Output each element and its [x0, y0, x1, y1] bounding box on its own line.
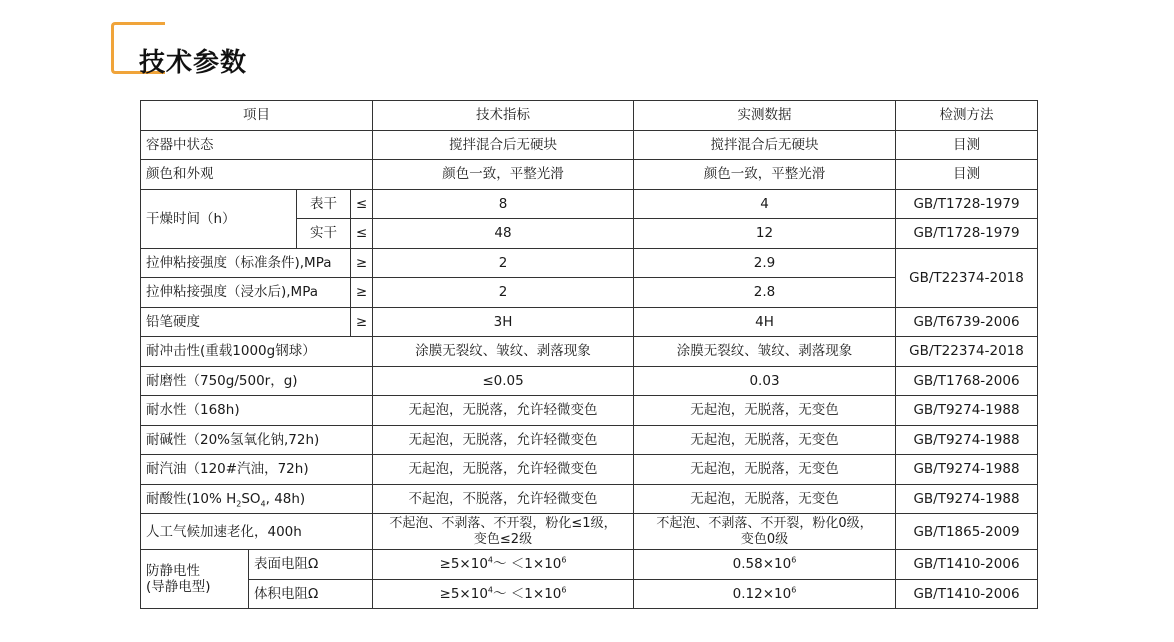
acid-item-text: 耐酸性(10% H — [146, 490, 237, 507]
aging-spec-line2: 变色≤2级 — [473, 531, 533, 547]
row-measured: 12 — [634, 219, 896, 249]
table-row — [141, 550, 1038, 580]
row-measured: 无起泡，无脱落，无变色 — [634, 396, 896, 426]
antistatic-line2: (导静电型) — [146, 579, 211, 595]
row-method: GB/T6739-2006 — [896, 307, 1038, 337]
row-spec: 不起泡，不脱落，允许轻微变色 — [373, 484, 634, 514]
row-subitem: 体积电阻Ω — [249, 579, 373, 609]
header-measured: 实测数据 — [634, 101, 896, 131]
row-method: GB/T9274-1988 — [896, 484, 1038, 514]
row-subitem: 实干 — [297, 219, 351, 249]
row-subitem: 表面电阻Ω — [249, 550, 373, 580]
row-measured — [634, 579, 896, 609]
table-row — [141, 337, 1038, 367]
measured-text: 0.58×10 — [732, 556, 792, 573]
row-spec: 2 — [373, 278, 634, 308]
row-item: 干燥时间（h） — [141, 189, 297, 248]
row-spec — [373, 514, 634, 550]
row-spec — [373, 579, 634, 609]
row-spec: 无起泡，无脱落，允许轻微变色 — [373, 396, 634, 426]
table-row — [141, 307, 1038, 337]
header-spec: 技术指标 — [373, 101, 634, 131]
row-item: 容器中状态 — [141, 130, 373, 160]
row-measured: 0.03 — [634, 366, 896, 396]
row-operator: ≤ — [351, 219, 373, 249]
acid-sub-1: 2 — [236, 499, 242, 509]
row-method: GB/T9274-1988 — [896, 396, 1038, 426]
row-method: GB/T1865-2009 — [896, 514, 1038, 550]
row-item: 耐汽油（120#汽油，72h) — [141, 455, 373, 485]
row-item — [141, 484, 373, 514]
row-item: 颜色和外观 — [141, 160, 373, 190]
acid-item-mid: SO — [241, 490, 261, 507]
row-measured — [634, 550, 896, 580]
spec-exponent: 6 — [561, 555, 567, 565]
header-item: 项目 — [141, 101, 373, 131]
row-method: GB/T9274-1988 — [896, 425, 1038, 455]
row-method: 目测 — [896, 160, 1038, 190]
row-method: GB/T1728-1979 — [896, 219, 1038, 249]
row-spec — [373, 550, 634, 580]
table-row — [141, 189, 1038, 219]
spec-text: ≥5×10 — [439, 585, 488, 602]
row-measured: 搅拌混合后无硬块 — [634, 130, 896, 160]
row-spec: ≤0.05 — [373, 366, 634, 396]
row-measured: 2.9 — [634, 248, 896, 278]
row-method: GB/T1410-2006 — [896, 550, 1038, 580]
row-method: 目测 — [896, 130, 1038, 160]
antistatic-line1: 防静电性 — [146, 563, 200, 579]
table-row — [141, 425, 1038, 455]
spec-text: ～ ＜1×10 — [493, 585, 562, 602]
row-method: GB/T1728-1979 — [896, 189, 1038, 219]
table-row — [141, 366, 1038, 396]
row-measured: 无起泡，无脱落，无变色 — [634, 425, 896, 455]
row-operator: ≥ — [351, 307, 373, 337]
row-method: GB/T9274-1988 — [896, 455, 1038, 485]
row-spec: 无起泡，无脱落，允许轻微变色 — [373, 425, 634, 455]
measured-exponent: 6 — [791, 585, 797, 595]
acid-sub-2: 4 — [260, 499, 266, 509]
table-row — [141, 455, 1038, 485]
row-spec: 3H — [373, 307, 634, 337]
aging-measured-line1: 不起泡、不剥落、不开裂，粉化0级， — [656, 515, 873, 531]
row-spec: 2 — [373, 248, 634, 278]
row-operator: ≥ — [351, 278, 373, 308]
table-row — [141, 396, 1038, 426]
row-item: 铅笔硬度 — [141, 307, 351, 337]
row-measured: 4H — [634, 307, 896, 337]
spec-table — [140, 100, 1038, 609]
row-item: 耐水性（168h) — [141, 396, 373, 426]
row-measured: 无起泡，无脱落，无变色 — [634, 455, 896, 485]
row-item: 耐磨性（750g/500r，g) — [141, 366, 373, 396]
row-measured: 4 — [634, 189, 896, 219]
table-header-row — [141, 101, 1038, 131]
section-title — [111, 22, 271, 80]
row-measured: 涂膜无裂纹、皱纹、剥落现象 — [634, 337, 896, 367]
row-method: GB/T1768-2006 — [896, 366, 1038, 396]
table-row — [141, 130, 1038, 160]
row-measured — [634, 514, 896, 550]
row-measured: 颜色一致，平整光滑 — [634, 160, 896, 190]
aging-measured-line2: 变色0级 — [740, 531, 789, 547]
aging-spec-line1: 不起泡、不剥落、不开裂，粉化≤1级， — [389, 515, 617, 531]
table-row — [141, 160, 1038, 190]
row-spec: 无起泡，无脱落，允许轻微变色 — [373, 455, 634, 485]
table-row — [141, 514, 1038, 550]
spec-exponent: 4 — [487, 555, 493, 565]
row-item: 耐碱性（20%氢氧化钠,72h) — [141, 425, 373, 455]
row-item: 耐冲击性(重载1000g钢球） — [141, 337, 373, 367]
row-item — [141, 550, 249, 609]
row-item: 人工气候加速老化，400h — [141, 514, 373, 550]
row-method: GB/T22374-2018 — [896, 337, 1038, 367]
row-spec: 8 — [373, 189, 634, 219]
table-row — [141, 248, 1038, 278]
row-spec: 颜色一致，平整光滑 — [373, 160, 634, 190]
row-spec: 48 — [373, 219, 634, 249]
measured-exponent: 6 — [791, 555, 797, 565]
table-row — [141, 579, 1038, 609]
row-measured: 2.8 — [634, 278, 896, 308]
table-row — [141, 484, 1038, 514]
row-measured: 无起泡，无脱落，无变色 — [634, 484, 896, 514]
row-operator: ≥ — [351, 248, 373, 278]
spec-text: ≥5×10 — [439, 556, 488, 573]
row-subitem: 表干 — [297, 189, 351, 219]
spec-exponent: 4 — [487, 585, 493, 595]
header-method: 检测方法 — [896, 101, 1038, 131]
row-operator: ≤ — [351, 189, 373, 219]
row-method: GB/T1410-2006 — [896, 579, 1038, 609]
row-spec: 涂膜无裂纹、皱纹、剥落现象 — [373, 337, 634, 367]
row-method: GB/T22374-2018 — [896, 248, 1038, 307]
row-item: 拉伸粘接强度（标准条件),MPa — [141, 248, 351, 278]
measured-text: 0.12×10 — [732, 585, 792, 602]
row-item: 拉伸粘接强度（浸水后),MPa — [141, 278, 351, 308]
spec-text: ～ ＜1×10 — [493, 556, 562, 573]
acid-item-post: , 48h) — [265, 490, 306, 507]
spec-exponent: 6 — [561, 585, 567, 595]
page-title: 技术参数 — [139, 48, 248, 78]
row-spec: 搅拌混合后无硬块 — [373, 130, 634, 160]
